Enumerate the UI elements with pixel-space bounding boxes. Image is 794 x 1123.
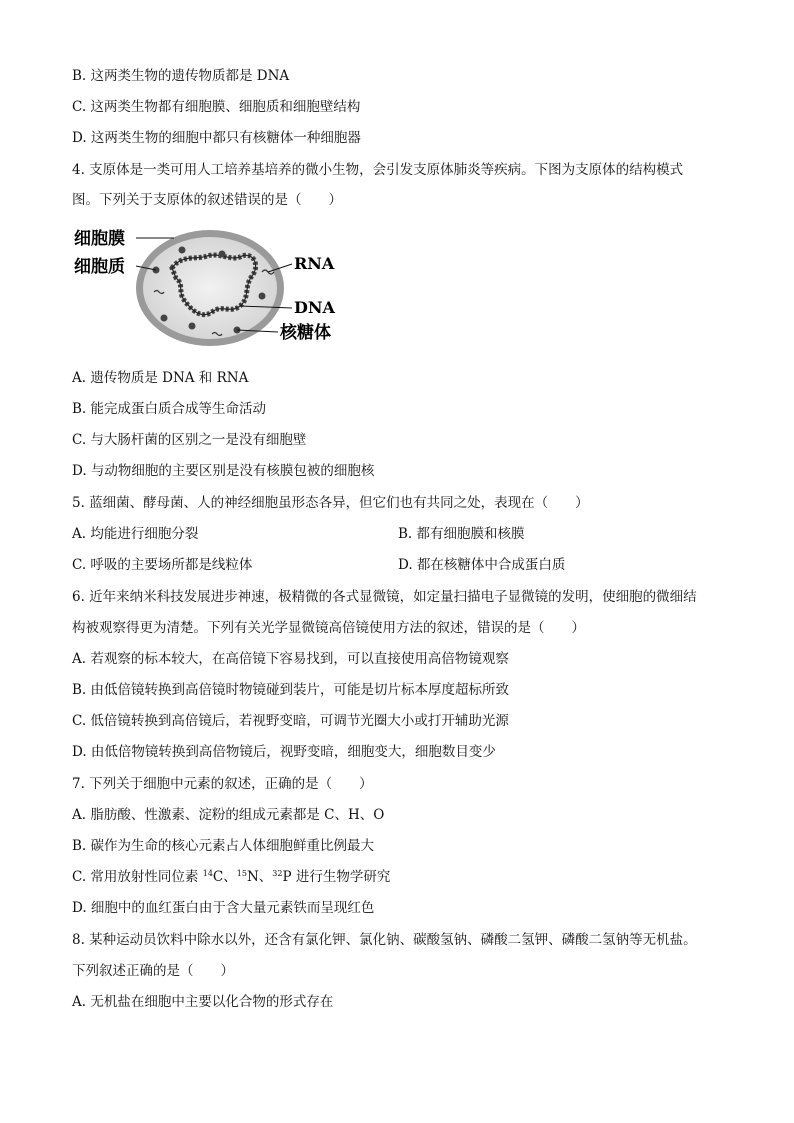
isotope-p-mass: 32 — [272, 869, 283, 878]
q4-stem-line2: 图。下列关于支原体的叙述错误的是（ ） — [72, 192, 342, 208]
q5-option-c: C. 呼吸的主要场所都是线粒体 — [72, 557, 253, 573]
isotope-c-symbol: C、 — [212, 869, 237, 885]
q7-option-c — [72, 867, 390, 887]
q6-stem-line1: 6. 近年来纳米科技发展进步神速，极精微的各式显微镜，如定量扫描电子显微镜的发明，使细胞的微细结 — [72, 589, 697, 605]
q5-option-a: A. 均能进行细胞分裂 — [72, 526, 199, 542]
q8-stem-line2: 下列叙述正确的是（ ） — [72, 963, 234, 979]
q5-option-b: B. 都有细胞膜和核膜 — [398, 526, 525, 542]
q7-c-prefix: C. 常用放射性同位素 — [72, 869, 203, 885]
ribosome-dot — [259, 293, 266, 300]
q4-option-a: A. 遗传物质是 DNA 和 RNA — [72, 370, 249, 386]
q4-stem-line1: 4. 支原体是一类可用人工培养基培养的微小生物，会引发支原体肺炎等疾病。下图为支原体的结构模式 — [72, 162, 684, 178]
label-ribosome: 核糖体 — [280, 323, 331, 343]
isotope-n-symbol: N、 — [246, 869, 273, 885]
q6-stem-line2: 构被观察得更为清楚。下列有关光学显微镜高倍镜使用方法的叙述，错误的是（ ） — [72, 620, 585, 636]
q3-option-b: B. 这两类生物的遗传物质都是 DNA — [72, 68, 290, 84]
q7-c-suffix: 进行生物学研究 — [291, 869, 391, 885]
q6-option-a: A. 若观察的标本较大，在高倍镜下容易找到，可以直接使用高倍物镜观察 — [72, 651, 509, 667]
q6-option-d: D. 由低倍物镜转换到高倍物镜后，视野变暗，细胞变大，细胞数目变少 — [72, 744, 496, 760]
ribosome-dot — [161, 315, 168, 322]
mycoplasma-figure — [72, 226, 362, 356]
q8-stem-line1: 8. 某种运动员饮料中除水以外，还含有氯化钾、氯化钠、碳酸氢钠、磷酸二氢钾、磷酸二氢钠等无机盐。 — [72, 932, 697, 948]
q7-stem: 7. 下列关于细胞中元素的叙述，正确的是（ ） — [72, 776, 373, 792]
q7-option-a: A. 脂肪酸、性激素、淀粉的组成元素都是 C、H、O — [72, 807, 385, 823]
isotope-n-mass: 15 — [236, 869, 247, 878]
label-dna: DNA — [294, 298, 335, 317]
label-cytoplasm: 细胞质 — [74, 257, 125, 277]
q5-stem: 5. 蓝细菌、酵母菌、人的神经细胞虽形态各异，但它们也有共同之处，表现在（ ） — [72, 495, 589, 511]
q6-option-c: C. 低倍镜转换到高倍镜后，若视野变暗，可调节光圈大小或打开辅助光源 — [72, 713, 509, 729]
ribosome-dot — [179, 247, 186, 254]
q4-option-c: C. 与大肠杆菌的区别之一是没有细胞壁 — [72, 432, 307, 448]
q7-option-b: B. 碳作为生命的核心元素占人体细胞鲜重比例最大 — [72, 838, 375, 854]
ribosome-dot — [219, 251, 226, 258]
label-rna: RNA — [294, 254, 335, 273]
q3-option-d: D. 这两类生物的细胞中都只有核糖体一种细胞器 — [72, 130, 361, 146]
label-cell-membrane: 细胞膜 — [74, 229, 125, 249]
q5-option-d: D. 都在核糖体中合成蛋白质 — [398, 557, 566, 573]
q4-option-b: B. 能完成蛋白质合成等生命活动 — [72, 401, 267, 417]
q7-option-d: D. 细胞中的血红蛋白由于含大量元素铁而呈现红色 — [72, 900, 375, 916]
q8-option-a: A. 无机盐在细胞中主要以化合物的形式存在 — [72, 994, 334, 1010]
q4-option-d: D. 与动物细胞的主要区别是没有核膜包被的细胞核 — [72, 463, 375, 479]
ribosome-dot — [189, 323, 196, 330]
q3-option-c: C. 这两类生物都有细胞膜、细胞质和细胞壁结构 — [72, 99, 361, 115]
isotope-p-symbol: P — [282, 869, 292, 885]
cytoplasm-shape — [143, 237, 277, 339]
q6-option-b: B. 由低倍镜转换到高倍镜时物镜碰到装片，可能是切片标本厚度超标所致 — [72, 682, 510, 698]
isotope-c-mass: 14 — [202, 869, 213, 878]
